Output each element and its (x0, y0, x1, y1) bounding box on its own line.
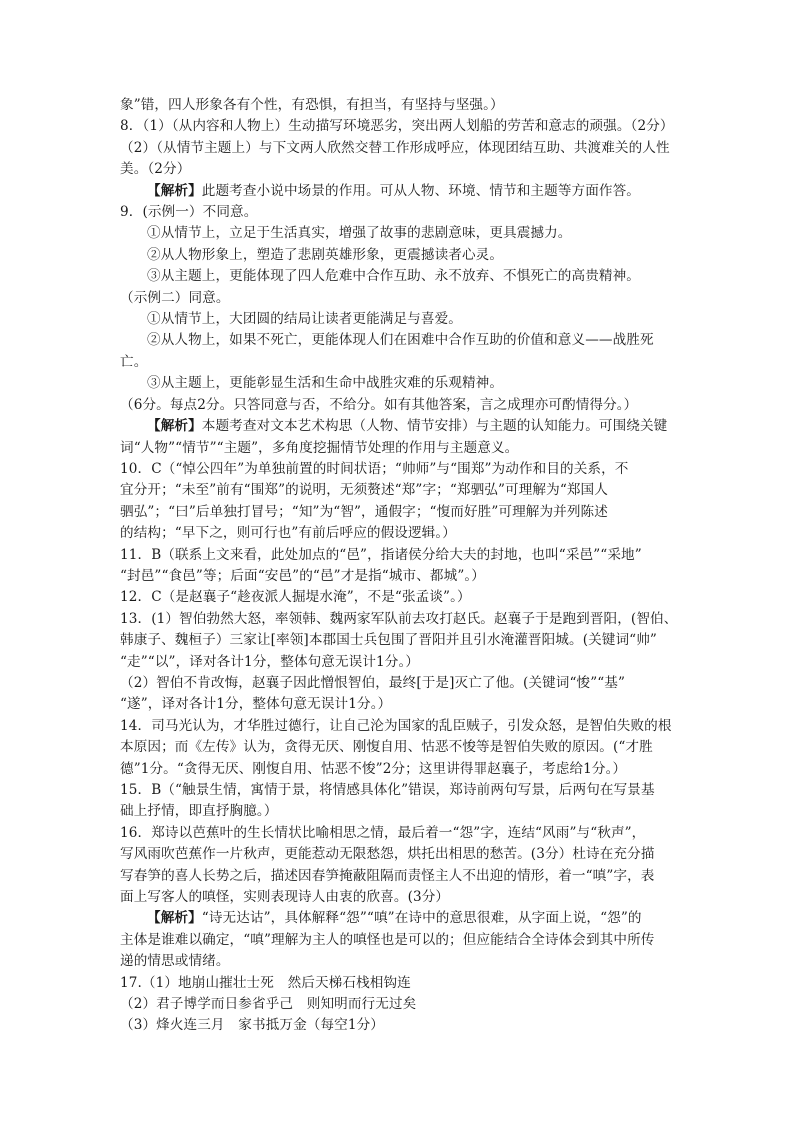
text-line (120, 223, 704, 244)
line-text: 本题考查对文本艺术构思（人物、情节安排）与主题的认知能力。可围绕关键 (201, 418, 668, 435)
analysis-tag: 【解析】 (147, 910, 202, 927)
line-text: （6分。每点2分。只答同意与否，不给分。如有其他答案，言之成理亦可酌情得分。） (120, 396, 638, 413)
line-text: 亡。 (120, 353, 148, 370)
text-line (120, 887, 704, 908)
line-text: “诗无达诂”，具体解释“怨”“嗔”在诗中的意思很难，从字面上说，“怨”的 (201, 910, 642, 927)
line-text: ②从人物上，如果不死亡，更能体现人们在困难中合作互助的价值和意义——战胜死 (147, 332, 654, 349)
text-line (120, 844, 704, 865)
line-text: （2）（从情节主题上）与下文两人欣然交替工作形成呼应，体现团结互助、共渡难关的人性 (120, 139, 670, 156)
text-line (120, 652, 704, 673)
analysis-tag: 【解析】 (147, 182, 202, 199)
line-text: ①从情节上，大团圆的结局让读者更能满足与喜爱。 (147, 311, 462, 328)
text-line (120, 759, 704, 780)
text-line (120, 930, 704, 951)
line-text: 14．司马光认为，才华胜过德行，让自己沦为国家的乱臣贼子，引发众怒，是智伯失败的根 (120, 717, 672, 734)
text-line (120, 95, 704, 116)
text-line (120, 416, 704, 437)
line-text: （2）君子博学而日参省乎己 则知明而行无过矣 (120, 996, 417, 1013)
line-text: 象”错，四人形象各有个性，有恐惧，有担当，有坚持与坚强。） (120, 97, 504, 113)
line-text: 17.（1）地崩山摧壮士死 然后天梯石栈相钩连 (120, 974, 411, 991)
line-text: 德”1分。“贪得无厌、刚愎自用、怙恶不悛”2分；这里讲得罪赵襄子，考虑给1分。） (120, 760, 627, 777)
text-line (120, 395, 704, 416)
line-text: ③从主题上，更能体现了四人危难中合作互助、永不放弃、不惧死亡的高贵精神。 (147, 268, 640, 285)
text-line (120, 716, 704, 737)
line-text: 韩康子、魏桓子）三家让[率领]本郡国士兵包围了晋阳并且引水淹灌晋阳城。(关键词“帅” (120, 632, 657, 649)
text-line (120, 480, 704, 501)
line-text: 10．C（“悼公四年”为单独前置的时间状语；“帅师”与“围郑”为动作和目的关系，不 (120, 460, 629, 477)
text-line (120, 951, 704, 972)
text-line (120, 202, 704, 223)
line-text: ②从人物形象上，塑造了悲剧英雄形象，更震撼读者心灵。 (147, 246, 504, 263)
text-line (120, 352, 704, 373)
text-line (120, 801, 704, 822)
line-text: 本原因；而《左传》认为，贪得无厌、刚愎自用、怙恶不悛等是智伯失败的原因。(“才胜 (120, 739, 653, 756)
line-text: “遂”，译对各计1分，整体句意无误计1分。） (120, 696, 392, 713)
line-text: 础上抒情，即直抒胸臆。） (120, 803, 278, 820)
line-text: 12．C（是赵襄子“趁夜派人掘堤水淹”，不是“张孟谈”。） (120, 589, 471, 606)
text-line (120, 673, 704, 694)
text-line (120, 609, 704, 630)
text-line (120, 309, 704, 330)
line-text: 美。（2分） (120, 161, 191, 178)
line-text: 此题考查小说中场景的作用。可从人物、环境、情节和主题等方面作答。 (201, 182, 640, 199)
text-line (120, 523, 704, 544)
text-line (120, 459, 704, 480)
text-line (120, 245, 704, 266)
text-line (120, 502, 704, 523)
line-text: ①从情节上，立足于生活真实，增强了故事的悲剧意味，更具震撼力。 (147, 225, 572, 242)
line-text: （示例二）同意。 (120, 289, 230, 306)
text-line (120, 159, 704, 180)
text-line (120, 288, 704, 309)
text-line (120, 116, 704, 137)
line-text: 词“人物”“情节”“主题”，多角度挖掘情节处理的作用与主题意义。 (120, 439, 519, 456)
line-text: 写风雨吹芭蕉作一片秋声，更能惹动无限愁怨，烘托出相思的愁苦。(3分）杜诗在充分描 (120, 846, 655, 863)
line-text: 面上写客人的嗔怪，实则表现诗人由衷的欣喜。(3分） (120, 889, 450, 906)
text-line (120, 438, 704, 459)
line-text: （3）烽火连三月 家书抵万金（每空1分） (120, 1017, 384, 1034)
text-line (120, 737, 704, 758)
line-text: 11．B（联系上文来看，此处加点的“邑”，指诸侯分给大夫的封地，也叫“采邑”“采地” (120, 546, 642, 563)
text-line (120, 1015, 704, 1036)
line-text: 15．B（“触景生情，寓情于景，将情感具体化”错误，郑诗前两句写景，后两句在写景基 (120, 782, 655, 798)
text-line (120, 373, 704, 394)
line-text: 主体是谁难以确定，“嗔”理解为主人的嗔怪也是可以的；但应能结合全诗体会到其中所传 (120, 931, 655, 948)
text-line (120, 545, 704, 566)
line-text: 宜分开；“未至”前有“围郑”的说明，无须赘述“郑”字；“郑驷弘”可理解为“郑国人 (120, 482, 608, 499)
text-line (120, 587, 704, 608)
text-line (120, 908, 704, 929)
text-line (120, 630, 704, 651)
analysis-tag: 【解析】 (147, 418, 202, 435)
line-text: “走”“以”，译对各计1分，整体句意无误计1分。） (120, 653, 420, 670)
line-text: ③从主题上，更能彰显生活和生命中战胜灾难的乐观精神。 (147, 375, 504, 392)
text-line (120, 866, 704, 887)
text-line (120, 181, 704, 202)
text-line (120, 138, 704, 159)
line-text: 的结构；“早下之，则可行也”有前后呼应的假设逻辑。） (120, 525, 456, 542)
text-line (120, 780, 704, 801)
text-line (120, 566, 704, 587)
line-text: 递的情思或情绪。 (120, 953, 230, 970)
text-line (120, 330, 704, 351)
line-text: 8．（1）（从内容和人物上）生动描写环境恶劣，突出两人划船的劳苦和意志的顽强。（2分） (120, 118, 674, 135)
line-text: 13．(1）智伯勃然大怒，率领韩、魏两家军队前去攻打赵氏。赵襄子于是跑到晋阳，(智伯、 (120, 610, 678, 627)
line-text: 9．(示例一）不同意。 (120, 204, 258, 221)
line-text: “封邑”“食邑”等；后面“安邑”的“邑”才是指“城市、都城”。） (120, 567, 485, 584)
line-text: （2）智伯不肯改悔，赵襄子因此憎恨智伯，最终[于是]灭亡了他。(关键词“悛”“基” (120, 674, 626, 691)
line-text: 16．郑诗以芭蕉叶的生长情状比喻相思之情，最后着一“怨”字，连结“风雨”与“秋声”， (120, 824, 646, 841)
text-line (120, 823, 704, 844)
text-line (120, 973, 704, 994)
text-line (120, 266, 704, 287)
line-text: 写春笋的喜人长势之后，描述因春笋掩蔽阻隔而责怪主人不出迎的情形，着一“嗔”字，表 (120, 867, 655, 884)
text-line (120, 694, 704, 715)
text-line (120, 994, 704, 1015)
line-text: 驷弘”；“曰”后单独打冒号；“知”为“智”，通假字；“愎而好胜”可理解为并列陈述 (120, 503, 608, 520)
